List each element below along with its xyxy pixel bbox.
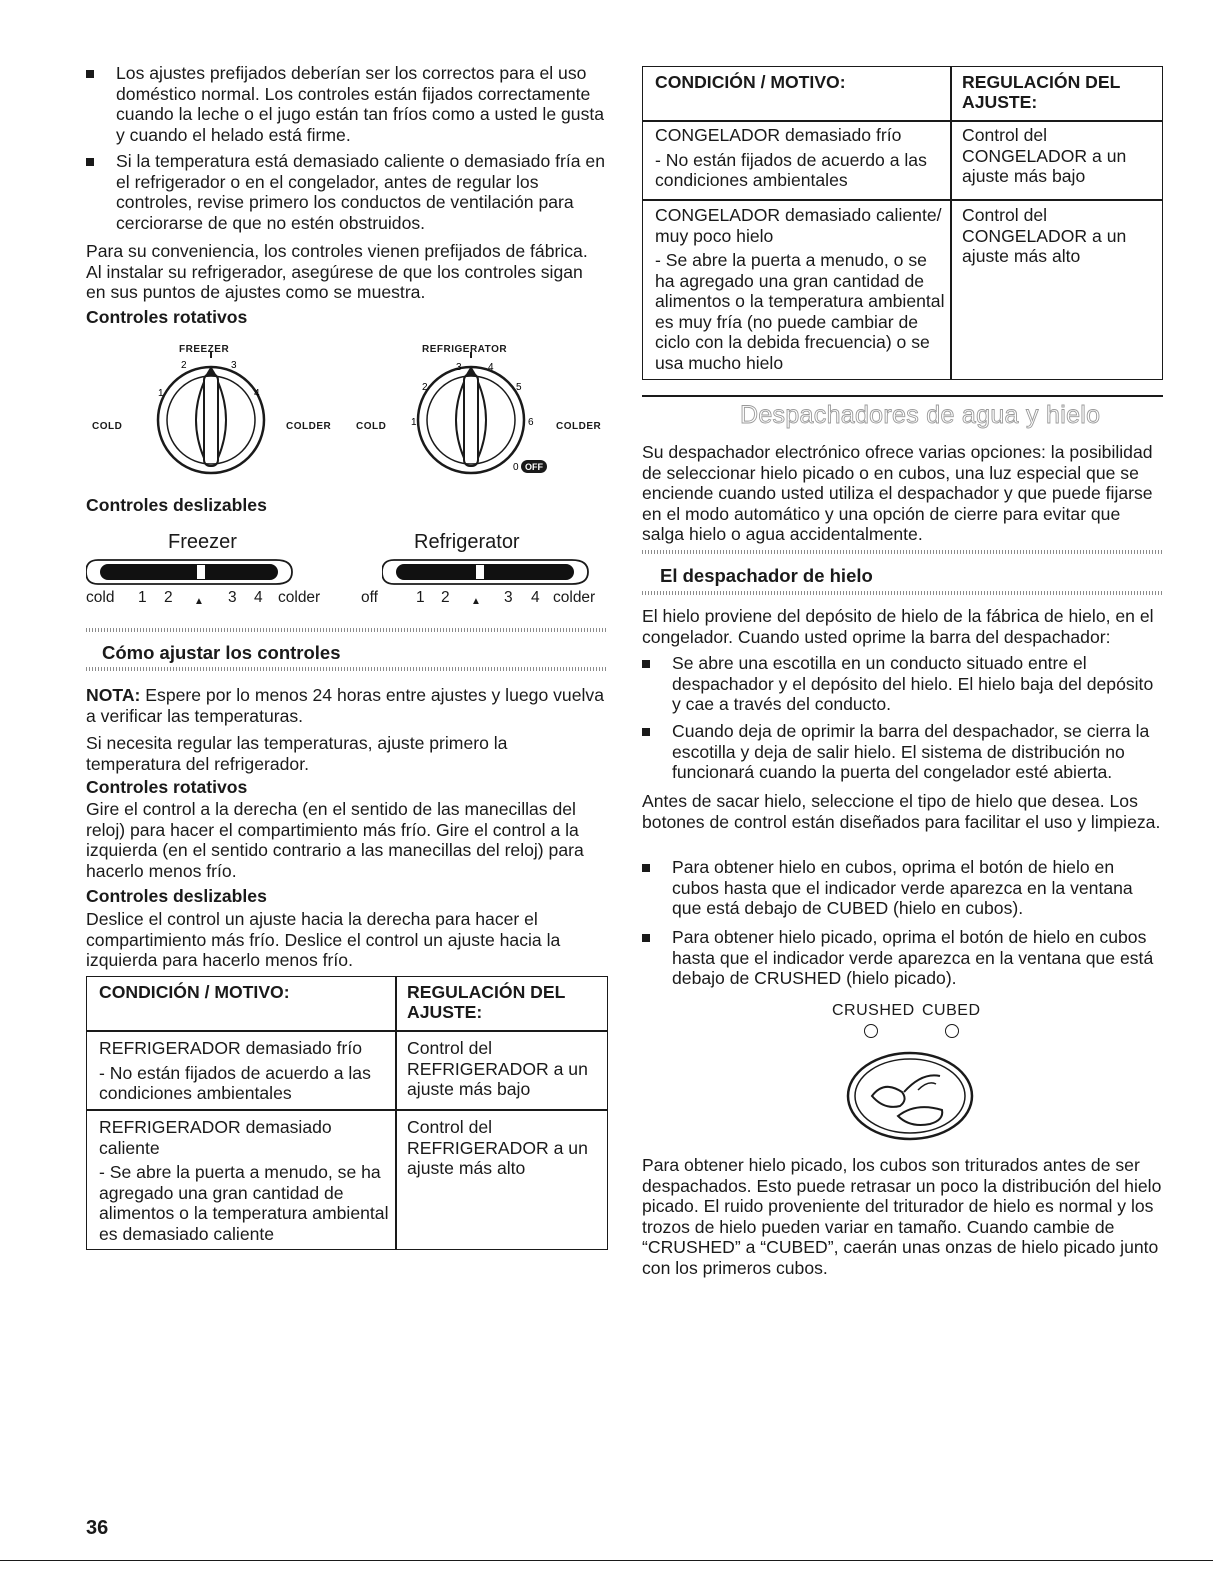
table-cell: Control del REFRIGERADOR a un ajuste más bajo (407, 1038, 588, 1099)
table-header-adjustment: REGULACIÓN DEL AJUSTE: (962, 72, 1121, 112)
freezer-dial-figure (92, 336, 356, 486)
bullet-text: Los ajustes prefijados deberían ser los correctos para el uso doméstico normal. Los controles están fijados correctamente cuando la leche o el jugo están tan fríos como a usted le gusta y cuando el helado está firme. (116, 63, 605, 145)
refrigerator-slider-track[interactable] (382, 558, 592, 586)
freezer-slider-label: Freezer (168, 531, 237, 553)
section-divider (86, 628, 608, 632)
slider-heading-2: Controles deslizables (86, 886, 267, 906)
cubed-indicator-light (945, 1024, 959, 1038)
dial-colder-label: COLDER (556, 421, 602, 432)
bullet-marker (642, 728, 650, 736)
dial-mark: 1 (411, 417, 417, 428)
refrigerator-slider-label: Refrigerator (414, 531, 520, 553)
section-divider (642, 550, 1162, 554)
table-header-condition: CONDICIÓN / MOTIVO: (99, 982, 290, 1002)
section-rule (642, 395, 1163, 397)
dial-mark: 5 (516, 382, 522, 393)
ice-intro-paragraph: El hielo proviene del depósito de hielo de la fábrica de hielo, en el congelador. Cuando usted oprime la barra del despachador: (642, 606, 1154, 647)
table-cell: REFRIGERADOR demasiado caliente - Se abre la puerta a menudo, se ha agregado una gran cantidad de alimentos o la temperatura ambiental es demasiado caliente (99, 1117, 389, 1244)
section-divider (86, 667, 608, 671)
dial-colder-label: COLDER (286, 421, 332, 432)
bullet-item (86, 63, 608, 145)
dial-cold-label: COLD (356, 421, 387, 432)
table-cell: Control del CONGELADOR a un ajuste más bajo (962, 125, 1127, 186)
refrigerator-slider-figure: Refrigerator off 1 2 ▲ 3 4 colder (361, 531, 596, 607)
dial-cold-label: COLD (92, 421, 123, 432)
freezer-dial-label: FREEZER (179, 344, 230, 355)
adjust-controls-heading: Cómo ajustar los controles (102, 642, 341, 663)
dial-mark: 2 (181, 360, 187, 371)
page-bottom-rule (0, 1560, 1213, 1561)
table-header-adjustment: REGULACIÓN DEL AJUSTE: (407, 982, 566, 1022)
slider-heading: Controles deslizables (86, 495, 267, 515)
bullet-text: Si la temperatura está demasiado caliente o demasiado fría en el refrigerador o en el congelador, antes de regular los controles, revise primero los conductos de ventilación para cerciorarse de que no estén obstruidos. (116, 151, 605, 233)
table-cell: CONGELADOR demasiado frío - No están fijados de acuerdo a las condiciones ambientales (655, 125, 927, 190)
bullet-marker (86, 70, 94, 78)
dial-mark: 1 (158, 388, 164, 399)
bullet-item (642, 927, 1162, 989)
section-divider (642, 591, 1162, 595)
bullet-marker (86, 158, 94, 166)
refrigerator-adjust-table (86, 976, 608, 1250)
intro-paragraph: Para su conveniencia, los controles vienen prefijados de fábrica. Al instalar su refrigerador, asegúrese de que los controles sigan en sus puntos de ajustes como se muestra. (86, 241, 588, 302)
select-ice-paragraph: Antes de sacar hielo, seleccione el tipo de hielo que desea. Los botones de control están diseñados para facilitar el uso y limpieza. (642, 791, 1161, 832)
dial-mark: 2 (422, 382, 428, 393)
table-cell: Control del CONGELADOR a un ajuste más alto (962, 205, 1127, 266)
bullet-text: Cuando deja de oprimir la barra del despachador, se cierra la escotilla y deja de salir hielo. El sistema de distribución no funcionará cuando la puerta del congelador esté abierta. (672, 721, 1150, 782)
bullet-text: Para obtener hielo picado, oprima el botón de hielo en cubos hasta que el indicador verde aparezca en la ventana que está debajo de CRUSHED (hielo picado). (672, 927, 1154, 988)
bullet-marker (642, 864, 650, 872)
bullet-item (642, 857, 1162, 919)
bullet-item (642, 721, 1162, 783)
bullet-marker (642, 660, 650, 668)
ice-select-button-icon[interactable] (844, 1050, 976, 1142)
dial-mark: 4 (254, 388, 260, 399)
dial-mark: 3 (231, 360, 237, 371)
dial-mark: 3 (456, 362, 462, 373)
refrigerator-dial-label: REFRIGERATOR (422, 344, 508, 355)
page-number: 36 (86, 1517, 109, 1539)
bullet-text: Se abre una escotilla en un conducto situado entre el despachador y el depósito del hielo. El hielo baja del depósito y cae a través del conducto. (672, 653, 1154, 714)
dial-mark: 6 (528, 417, 534, 428)
table-header-condition: CONDICIÓN / MOTIVO: (655, 72, 846, 92)
freezer-slider-figure: Freezer cold 1 2 ▲ 3 4 colder (86, 531, 321, 607)
bullet-text: Para obtener hielo en cubos, oprima el botón de hielo en cubos hasta que el indicador verde aparezca en la ventana que está debajo de CUBED (hielo en cubos). (672, 857, 1133, 918)
table-cell: CONGELADOR demasiado caliente/ muy poco hielo - Se abre la puerta a menudo, o se ha agregado una gran cantidad de alimentos o la temperatura ambiental es muy fría (no puede cambiar de ciclo con la debida frecuencia) o se usa mucho hielo (655, 205, 945, 373)
crushed-label: CRUSHED (832, 1002, 915, 1019)
bullet-marker (642, 934, 650, 942)
regulate-paragraph: Si necesita regular las temperaturas, ajuste primero la temperatura del refrigerador. (86, 733, 508, 774)
off-badge-text: OFF (525, 462, 543, 472)
crushed-indicator-light (864, 1024, 878, 1038)
note-label: NOTA: (86, 685, 141, 705)
dial-mark: 4 (488, 362, 494, 373)
note-paragraph (86, 685, 608, 726)
freezer-slider-track[interactable] (86, 558, 296, 586)
bullet-item (86, 151, 608, 233)
slider-thumb (476, 565, 484, 579)
rotary-paragraph: Gire el control a la derecha (en el sentido de las manecillas del reloj) para hacer el compartimiento más frío. Gire el control a la izquierda (en el sentido contrario a las manecillas del reloj) para hacerlo menos frío. (86, 799, 584, 881)
freezer-adjust-table (642, 66, 1163, 380)
table-cell: REFRIGERADOR demasiado frío - No están fijados de acuerdo a las condiciones ambientales (99, 1038, 371, 1103)
dispensers-section-title: Despachadores de agua y hielo (740, 401, 1101, 429)
note-text: Espere por lo menos 24 horas entre ajustes y luego vuelva a verificar las temperaturas. (86, 685, 604, 726)
freezer-dial-knob[interactable] (146, 352, 276, 482)
refrigerator-dial-knob[interactable] (400, 352, 560, 482)
cubed-label: CUBED (922, 1002, 981, 1019)
slider-thumb (197, 565, 205, 579)
rotary-heading: Controles rotativos (86, 307, 248, 327)
slider-paragraph: Deslice el control un ajuste hacia la derecha para hacer el compartimiento más frío. Deslice el control un ajuste hacia la izquierda para hacerlo menos frío. (86, 909, 561, 970)
table-cell: Control del REFRIGERADOR a un ajuste más alto (407, 1117, 588, 1178)
rotary-heading-2: Controles rotativos (86, 777, 248, 797)
crushed-ice-paragraph: Para obtener hielo picado, los cubos son triturados antes de ser despachados. Esto puede retrasar un poco la distribución del hielo picado. El ruido proveniente del triturador de hielo es normal y los trozos de hielo pueden variar en tamaño. Cuando cambie de “CRUSHED” a “CUBED”, caerán unas onzas de hielo picado junto con los primeros cubos. (642, 1155, 1162, 1278)
ice-dispenser-heading: El despachador de hielo (660, 565, 873, 586)
dial-mark: 0 (513, 462, 519, 473)
refrigerator-dial-figure (356, 336, 616, 486)
bullet-item (642, 653, 1162, 715)
dispenser-intro-paragraph: Su despachador electrónico ofrece varias opciones: la posibilidad de seleccionar hielo picado o en cubos, una luz especial que se enciende cuando usted utiliza el despachador y que puede fijarse en el modo automático y una opción de cierre para evitar que salga hielo o agua accidentalmente. (642, 442, 1153, 544)
